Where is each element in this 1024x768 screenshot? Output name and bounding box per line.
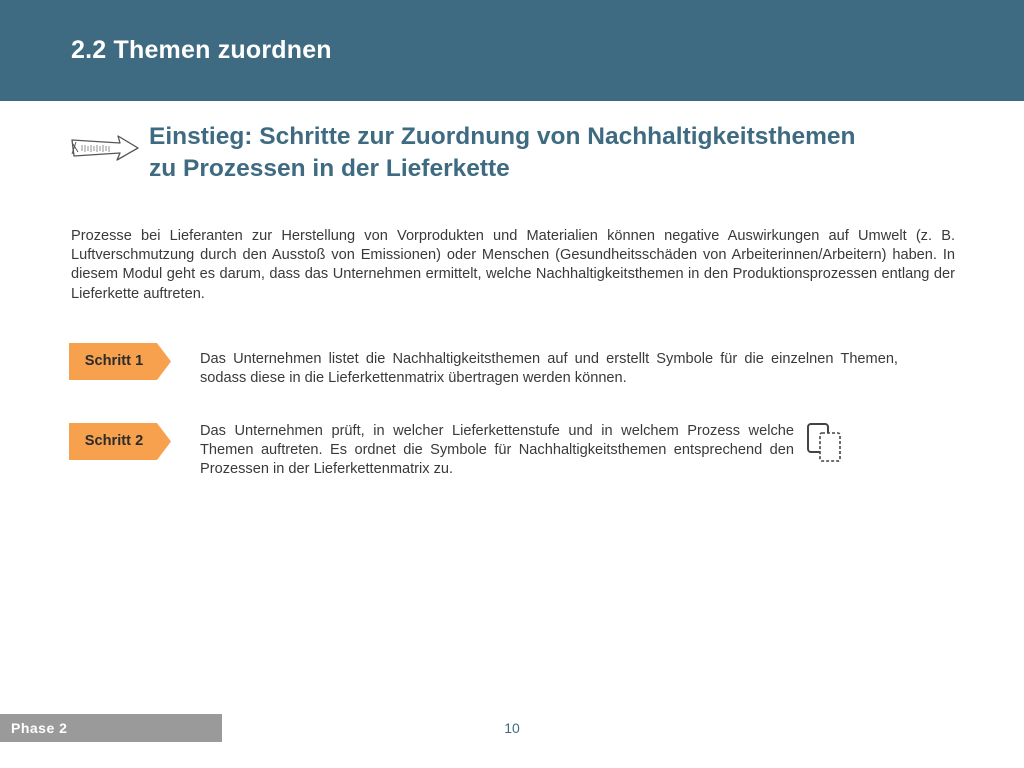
step-1-label: Schritt 1 [84, 353, 144, 369]
intro-paragraph: Prozesse bei Lieferanten zur Herstellung von Vorprodukten und Materialien können negative Auswirkungen auf Umwelt (z. B. Luftverschmutzung durch den Ausstoß von Emissionen) oder Menschen (Gesundheitsschäden von Arbeiterinnen/Arbeitern) haben. In diesem Modul geht es darum, dass das Unternehmen ermittelt, welche Nachhaltigkeitsthemen in den Produktionsprozessen entlang der Lieferkette auftreten. [71, 228, 955, 302]
step-2-text: Das Unternehmen prüft, in welcher Lieferkettenstufe und in welchem Prozess welche Themen auftreten. Es ordnet die Symbole für Nachhaltigkeitsthemen entsprechend den Prozessen in der Lieferkettenmatrix zu. [200, 423, 794, 477]
step-1-text: Das Unternehmen listet die Nachhaltigkeitsthemen auf und erstellt Symbole für die einzelnen Themen, sodass diese in die Lieferkettenmatrix übertragen werden können. [200, 351, 898, 386]
copy-icon [806, 422, 844, 464]
page-title: 2.2 Themen zuordnen [71, 36, 332, 64]
step-2-label: Schritt 2 [84, 433, 144, 449]
footer-phase-bar [0, 714, 222, 742]
section-title-line-2: zu Prozessen in der Lieferkette [149, 155, 510, 182]
step-1-badge [69, 343, 171, 380]
step-2-badge [69, 423, 171, 460]
page-number: 10 [504, 720, 520, 736]
phase-label: Phase 2 [11, 720, 68, 736]
header-bar [0, 0, 1024, 101]
hand-drawn-arrow-icon [70, 130, 140, 166]
section-title-line-1: Einstieg: Schritte zur Zuordnung von Nachhaltigkeitsthemen [149, 123, 856, 150]
section-title [149, 121, 949, 185]
